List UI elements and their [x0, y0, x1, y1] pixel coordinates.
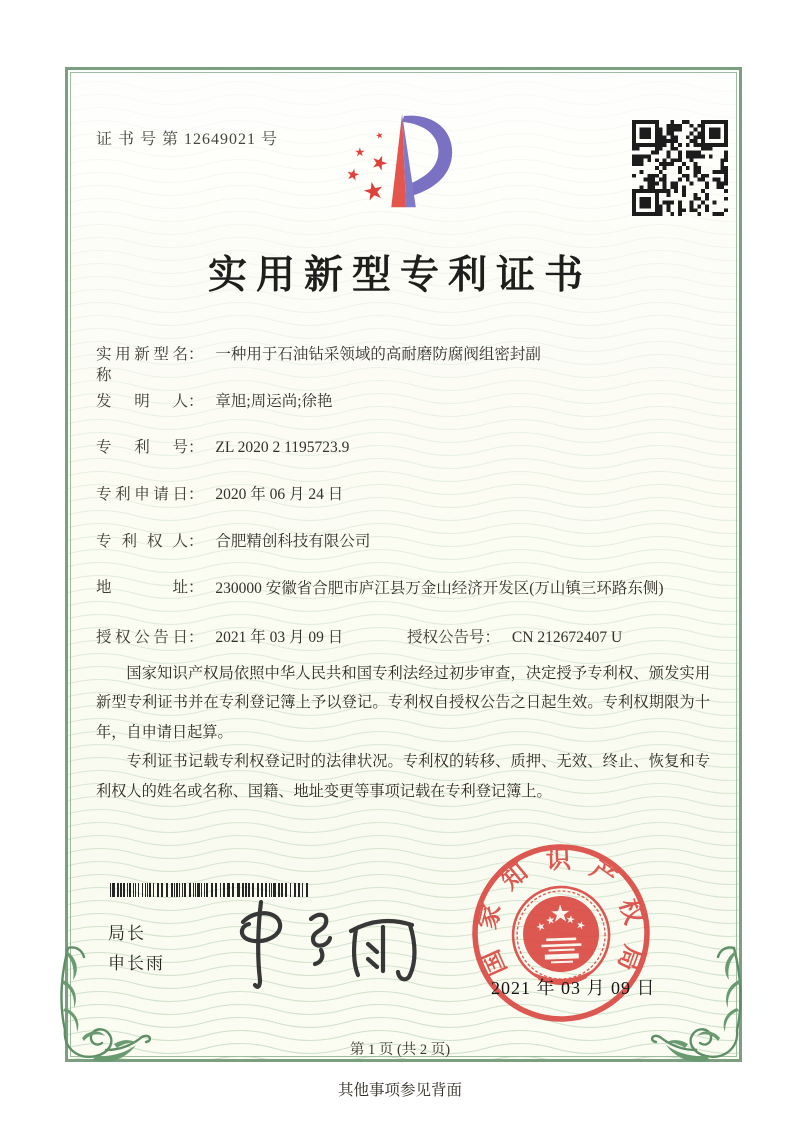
field-label: 专利申请日 [96, 486, 188, 503]
svg-text:权: 权 [613, 895, 647, 928]
field-row-name: 实用新型名称： 一种用于石油钻采领域的高耐磨防腐阀组密封副 [96, 346, 541, 384]
field-label: 授权公告号 [407, 629, 485, 646]
field-label: 专利权人 [96, 533, 188, 550]
page-number: 第 1 页 (共 2 页) [349, 1042, 451, 1058]
commissioner-name: 申长雨 [108, 954, 165, 973]
commissioner-title: 局长 [108, 924, 146, 943]
field-row-inventors: 发明人： 章旭;周运尚;徐艳 [96, 393, 333, 410]
field-row-address: 地址： 230000 安徽省合肥市庐江县万金山经济开发区(万山镇三环路东侧) [96, 577, 716, 601]
certificate-title: 实用新型专利证书 [207, 254, 592, 297]
seal-date: 2021 年 03 月 09 日 [491, 978, 656, 998]
field-value: 一种用于石油钻采领域的高耐磨防腐阀组密封副 [215, 346, 541, 363]
svg-text:产: 产 [585, 855, 622, 893]
svg-text:局: 局 [612, 941, 647, 975]
field-value: CN 212672407 U [511, 629, 623, 646]
field-label: 地址 [96, 579, 188, 596]
svg-text:家: 家 [474, 901, 507, 932]
qr-code [632, 120, 728, 216]
field-value: 合肥精创科技有限公司 [215, 533, 371, 550]
commissioner-signature [225, 896, 420, 993]
back-note: 其他事项参见背面 [337, 1082, 462, 1099]
field-value: 2021 年 03 月 09 日 [215, 629, 344, 646]
svg-text:知: 知 [496, 858, 534, 896]
certificate-number: 证 书 号 第 12649021 号 [96, 131, 279, 148]
field-value: 2020 年 06 月 24 日 [215, 486, 344, 503]
field-value: 章旭;周运尚;徐艳 [215, 393, 333, 410]
barcode [110, 883, 310, 897]
field-value: ZL 2020 2 1195723.9 [215, 439, 350, 456]
field-value: 230000 安徽省合肥市庐江县万金山经济开发区(万山镇三环路东侧) [215, 580, 664, 597]
grant-date-group: 授权公告日： 2021 年 03 月 09 日 [96, 629, 344, 646]
field-label: 专利号 [96, 439, 188, 456]
field-row-patentee: 专利权人： 合肥精创科技有限公司 [96, 533, 371, 550]
field-row-filing-date: 专利申请日： 2020 年 06 月 24 日 [96, 486, 344, 503]
field-row-grant [96, 627, 716, 648]
legal-paragraph: 专利证书记载专利权登记时的法律状况。专利权的转移、质押、无效、终止、恢复和专利权人的姓名或名称、国籍、地址变更等事项记载在专利登记簿上。 [96, 753, 710, 800]
grant-no-group: 授权公告号： CN 212672407 U [407, 629, 623, 646]
field-label: 授权公告日 [96, 629, 188, 646]
legal-paragraph: 国家知识产权局依照中华人民共和国专利法经过初步审查，决定授予专利权、颁发实用新型专利证书并在专利登记簿上予以登记。专利权自授权公告之日起生效。专利权期限为十年，自申请日起算。 [96, 665, 710, 741]
field-row-patent-no: 专利号： ZL 2020 2 1195723.9 [96, 439, 350, 456]
cnipa-logo-icon [336, 112, 476, 220]
legal-text [96, 659, 710, 806]
svg-text:国: 国 [477, 945, 513, 980]
svg-text:识: 识 [545, 846, 572, 875]
field-label: 实用新型名称 [96, 346, 188, 384]
field-label: 发明人 [96, 393, 188, 410]
